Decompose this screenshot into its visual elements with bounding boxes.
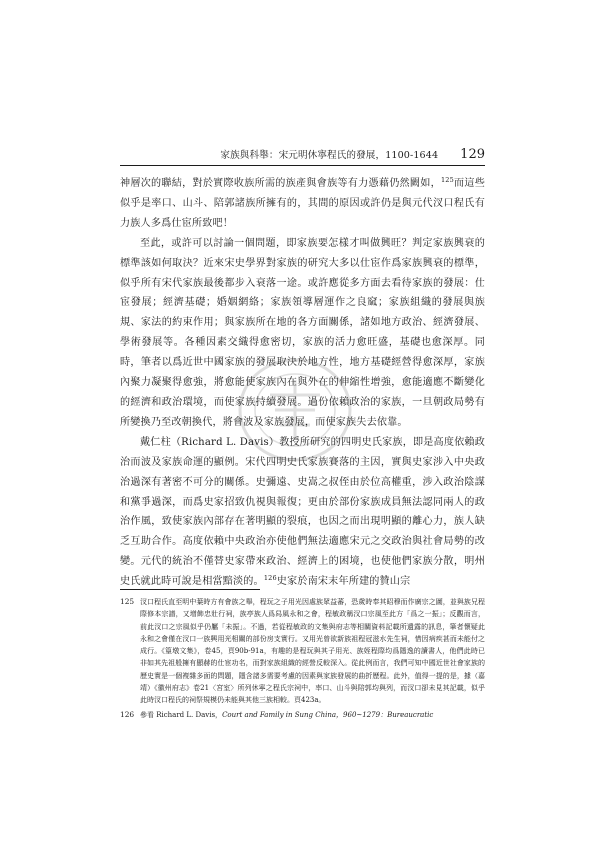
footnote-number: 126 (120, 709, 135, 719)
paragraph-1 (120, 174, 485, 234)
footnote-text: 汊口程氏直至明中葉時方有會族之舉，程玩之子用光因處族眾益蕃，恐歲時奉其昭穆而作廣宗之圖，並與族兄程際修本宗譜，又增飾忠壯行祠，族亭族人爲舄風永和之會，程敏政稱汊口宗風至此方「爲之一振」；反觀而言，前此汊口之宗風似乎仍屬「未振」。不過，若從程敏政的文集與府志等相關資料記載所遺露的訊息，筆者懷疑此永和之會僅在汊口一族興用光相關的部份房支實行。又用光曾欲新族祖程冠滋水先生祠，惜因病疾甚而未能付之成行。《篁墩文集》，卷45，頁90b-91a，有趣的是程玩與其子用光、族姪程際均爲隱逸的讀書人，他們此時已非如其先祖般擁有顯赫的仕宦功名，而對家族組織的經營反較深入。從此例而言，我們可知中國近世社會家族的歷史實是一個複雜多面的問題，隱含諸多需要考慮的因素與家族發展的曲折歷程。此外，值得一提的是，據（嘉靖）《徽州府志》卷21〈宮室〉所列休寧之程氏宗祠中，率口、山斗與陪郭均與列，而汊口卻未見其記載，似乎此時汊口程氏的祠祭規模仍未能與其他三族相較。頁423a。 (140, 598, 485, 705)
footnote-number: 125 (120, 597, 135, 606)
paragraph-3-text-b: 史家於南宋末年所建的贊山宗 (276, 576, 411, 588)
footnote-text (140, 709, 485, 721)
book-title: Court and Family in Sung China，960~1279：Bureaucratic (222, 710, 434, 719)
footnotes (120, 596, 485, 723)
footnote-126 (120, 709, 485, 721)
paragraph-1-text-a: 神層次的聯結，對於實際收族所需的族產與會族等有力憑藉仍然闕如， (120, 178, 441, 189)
paragraph-2: 至此，或許可以討論一個問題，即家族要怎樣才叫做興旺？判定家族興衰的標準該如何取決？近來宋史學界對家族的研究大多以仕宦作爲家族興衰的標準，似乎所有宋代家族最後都步入衰落一途。或許應從多方面去看待家族的發展：仕宦發展；經濟基礎；婚姻網絡；家族領導層運作之良窳；家族組織的發展與族規、家法的約束作用；與家族所在地的各方面關係，諸如地方政治、經濟發展、學術發展等。各種因素交織得愈密切，家族的活力愈旺盛，基礎也愈深厚。同時，筆者以爲近世中國家族的發展取決於地方性，地方基礎經營得愈深厚，家族內聚力凝聚得愈強，將愈能使家族內在與外在的伸縮性增強，愈能適應不斷變化的經濟和政治環境，而使家族持續發展。過份依賴政治的家族，一旦朝政局勢有所變換乃至改朝換代，將會波及家族發展，而使家族失去依靠。 (120, 237, 485, 428)
main-text (120, 174, 485, 592)
page-number: 129 (460, 147, 485, 162)
running-header (120, 147, 485, 166)
running-title: 家族與科舉：宋元明休寧程氏的發展，1100-1644 (220, 150, 439, 161)
paragraph-3-text-a: 戴仁柱（Richard L. Davis）教授所研究的四明史氏家族，即是高度依賴政治而波及家族命運的顯例。宋代四明史氏家族賽落的主因，實與史家涉入中央政治過深有著密不可分的關係。史彌遠、史嵩之叔侄由於位高權重，涉入政治陰謀和黨爭過深，而爲史家招致仇視與報復；更由於部份家族成員無法認同兩人的政治作風，致使家族內部存在著明顯的裂痕，也因之而出現明顯的離心力，族人缺乏互助合作。高度依賴中央政治亦使他們無法適應宋元之交政治與社會局勢的改變。元代的統治不僅替史家帶來政治、經濟上的困境，也使他們家族分散，明州史氏就此時可說是相當黯淡的。 (120, 436, 485, 588)
footnote-divider (120, 589, 260, 590)
footnote-ref-125[interactable]: 125 (440, 176, 454, 184)
paragraph-3 (120, 433, 485, 592)
footnote-ref-126[interactable]: 126 (263, 574, 277, 583)
footnote-125 (120, 596, 485, 707)
footnote-text-a: 參看 Richard L. Davis， (140, 710, 223, 719)
paragraph-1-text-b: 而這些似乎是率口、山斗、陪郭諸族所擁有的，其間的原因或許仍是與元代汊口程氏有力族人多爲仕宦所致吧！ (120, 178, 486, 229)
